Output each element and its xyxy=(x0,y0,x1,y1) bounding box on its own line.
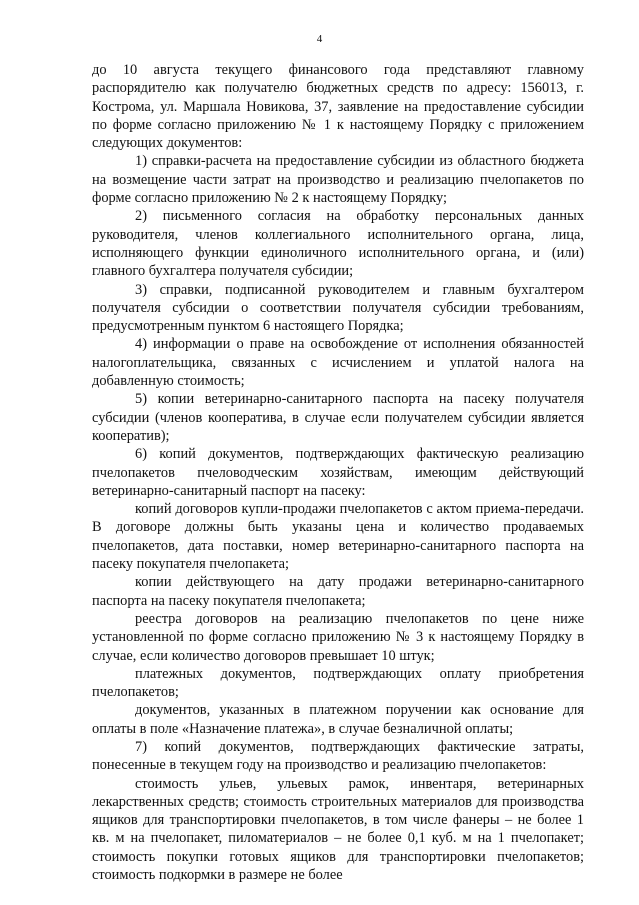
paragraph-intro: до 10 августа текущего финансового года представляют главному распорядителю как получателю бюджетных средств по адресу: 156013, г. Кострома, ул. Маршала Новикова, 37, заявление на предоставление субсидии по форме согласно приложению № 1 к настоящему Порядку с приложением следующих документов: xyxy=(92,62,584,152)
paragraph-item-6-payments: платежных документов, подтверждающих оплату приобретения пчелопакетов; xyxy=(92,665,584,701)
page-number: 4 xyxy=(316,33,323,45)
paragraph-item-6: 6) копий документов, подтверждающих фактическую реализацию пчелопакетов пчеловодческим хозяйствам, имеющим действующий ветеринарно-санитарный паспорт на пасеку: xyxy=(92,446,584,499)
paragraph-item-6-contracts: копий договоров купли-продажи пчелопакетов с актом приема-передачи. В договоре должны быть указаны цена и количество продаваемых пчелопакетов, дата поставки, номер ветеринарно-санитарного паспорта на пасеку покупателя пчелопакета; xyxy=(92,501,584,573)
paragraph-item-3: 3) справки, подписанной руководителем и главным бухгалтером получателя субсидии о соответствии получателя субсидии требованиям, предусмотренным пунктом 6 настоящего Порядка; xyxy=(92,281,584,335)
paragraph-item-6-registry: реестра договоров на реализацию пчелопакетов по цене ниже установленной по форме согласно приложению № 3 к настоящему Порядку в случае, если количество договоров превышает 10 штук; xyxy=(92,610,584,664)
paragraph-item-6-passport: копии действующего на дату продажи ветеринарно-санитарного паспорта на пасеку покупателя пчелопакета; xyxy=(92,574,584,609)
paragraph-item-6-documents: документов, указанных в платежном поручении как основание для оплаты в поле «Назначение платежа», в случае безналичной оплаты; xyxy=(92,702,584,737)
paragraph-item-4: 4) информации о праве на освобождение от исполнения обязанностей налогоплательщика, связанных с исчислением и уплатой налога на добавленную стоимость; xyxy=(92,336,584,390)
paragraph-item-7: 7) копий документов, подтверждающих фактические затраты, понесенные в текущем году на производство и реализацию пчелопакетов: xyxy=(92,738,584,774)
paragraph-item-5: 5) копии ветеринарно-санитарного паспорта на пасеку получателя субсидии (членов кооператива, в случае если получателем субсидии является кооператив); xyxy=(92,391,584,444)
paragraph-item-7-costs: стоимость ульев, ульевых рамок, инвентаря, ветеринарных лекарственных средств; стоимость строительных материалов для производства ящиков для транспортировки пчелопакетов, в том числе фанеры – не более 1 кв. м на пчелопакет, пиломатериалов – не более 0,1 куб. м на 1 пчелопакет; стоимость покупки готовых ящиков для транспортировки пчелопакетов; стоимость подкормки в размере не более xyxy=(92,775,584,884)
document-body xyxy=(92,61,584,884)
paragraph-item-1: 1) справки-расчета на предоставление субсидии из областного бюджета на возмещение части затрат на производство и реализацию пчелопакетов по форме согласно приложению № 2 к настоящему Порядку; xyxy=(92,153,584,207)
paragraph-item-2: 2) письменного согласия на обработку персональных данных руководителя, членов коллегиального исполнительного органа, лица, исполняющего функции единоличного исполнительного органа, и (или) главного бухгалтера получателя субсидии; xyxy=(92,208,584,280)
